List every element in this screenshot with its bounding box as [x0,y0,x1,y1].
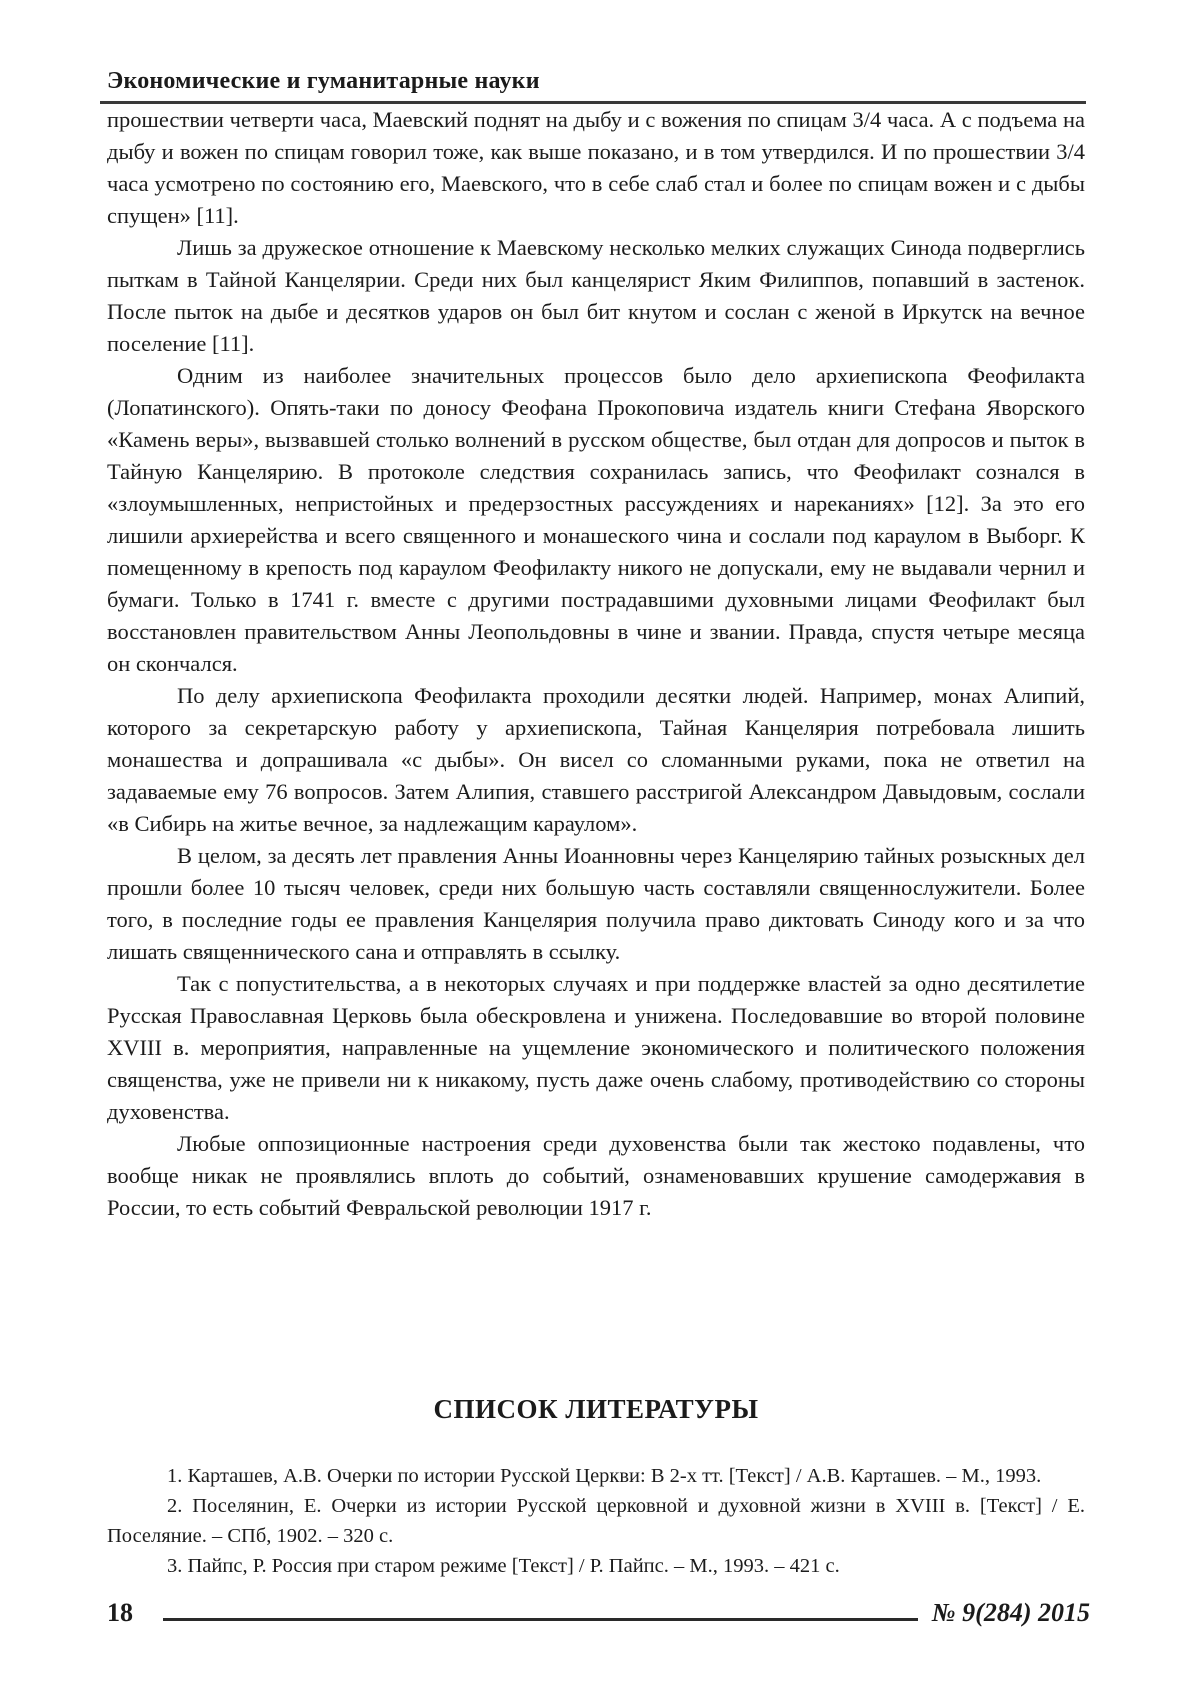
references-list [107,1461,1085,1581]
reference-item: 1. Карташев, А.В. Очерки по истории Русской Церкви: В 2-х тт. [Текст] / А.В. Карташев. – М., 1993. [167,1465,1042,1487]
article-body [107,104,1085,1581]
body-paragraph: прошествии четверти часа, Маевский поднят на дыбу и с вожения по спицам 3/4 часа. А с подъема на дыбу и вожен по спицам говорил тоже, как выше показано, и в том утвердился. И по прошествии 3/4 часа усмотрено по состоянию его, Маевского, что в себе слаб стал и более по спицам вожен и с дыбы спущен» [11]. [107,107,1085,228]
body-paragraph: Одним из наиболее значительных процессов было дело архиепископа Феофилакта (Лопатинского). Опять-таки по доносу Феофана Прокоповича издатель книги Стефана Яворского «Камень веры», вызвавшей столько волнений в русском обществе, был отдан для допросов и пыток в Тайную Канцелярию. В протоколе следствия сохранилась запись, что Феофилакт сознался в «злоумышленных, непристойных и предерзостных рассуждениях и нареканиях» [12]. За это его лишили архиерейства и всего священного и монашеского чина и сослали под караулом в Выборг. К помещенному в крепость под караулом Феофилакту никого не допускали, ему не выдавали чернил и бумаги. Только в 1741 г. вместе с другими пострадавшими духовными лицами Феофилакт был восстановлен правительством Анны Леопольдовны в чине и звании. Правда, спустя четыре месяца он скончался. [107,363,1085,676]
body-paragraph: По делу архиепископа Феофилакта проходили десятки людей. Например, монах Алипий, которого за секретарскую работу у архиепископа, Тайная Канцелярия потребовала лишить монашества и допрашивала «с дыбы». Он висел со сломанными руками, пока не ответил на задаваемые ему 76 вопросов. Затем Алипия, ставшего расстригой Александром Давыдовым, сослали «в Сибирь на житье вечное, за надлежащим караулом». [107,683,1085,836]
body-paragraph: Так с попустительства, а в некоторых случаях и при поддержке властей за одно десятилетие Русская Православная Церковь была обескровлена и унижена. Последовавшие во второй половине XVIII в. мероприятия, направленные на ущемление экономического и политического положения священства, уже не привели ни к никакому, пусть даже очень слабому, противодействию со стороны духовенства. [107,971,1085,1124]
references-heading: СПИСОК ЛИТЕРАТУРЫ [433,1394,759,1424]
body-paragraph: Лишь за дружеское отношение к Маевскому несколько мелких служащих Синода подверглись пыткам в Тайной Канцелярии. Среди них был канцелярист Яким Филиппов, попавший в застенок. После пыток на дыбе и десятков ударов он был бит кнутом и сослан с женой в Иркутск на вечное поселение [11]. [107,235,1085,356]
reference-item: 2. Поселянин, Е. Очерки из истории Русской церковной и духовной жизни в XVIII в. [Текст] / Е. Поселяние. – СПб, 1902. – 320 с. [107,1495,1085,1547]
page-footer [107,1598,1090,1628]
reference-item: 3. Пайпс, Р. Россия при старом режиме [Текст] / Р. Пайпс. – М., 1993. – 421 с. [167,1555,840,1577]
issue-number: № 9(284) 2015 [931,1598,1090,1627]
body-paragraph: Любые оппозиционные настроения среди духовенства были так жестоко подавлены, что вообще никак не проявлялись вплоть до событий, ознаменовавших крушение самодержавия в России, то есть событий Февральской революции 1917 г. [107,1131,1085,1220]
section-title: Экономические и гуманитарные науки [107,68,540,94]
body-paragraph: В целом, за десять лет правления Анны Иоанновны через Канцелярию тайных розыскных дел прошли более 10 тысяч человек, среди них большую часть составляли священнослужители. Более того, в последние годы ее правления Канцелярия получила право диктовать Синоду кого и за что лишать священнического сана и отправлять в ссылку. [107,843,1085,964]
page-number: 18 [107,1598,133,1627]
page-header [100,68,1086,104]
footer-rule [163,1618,918,1621]
